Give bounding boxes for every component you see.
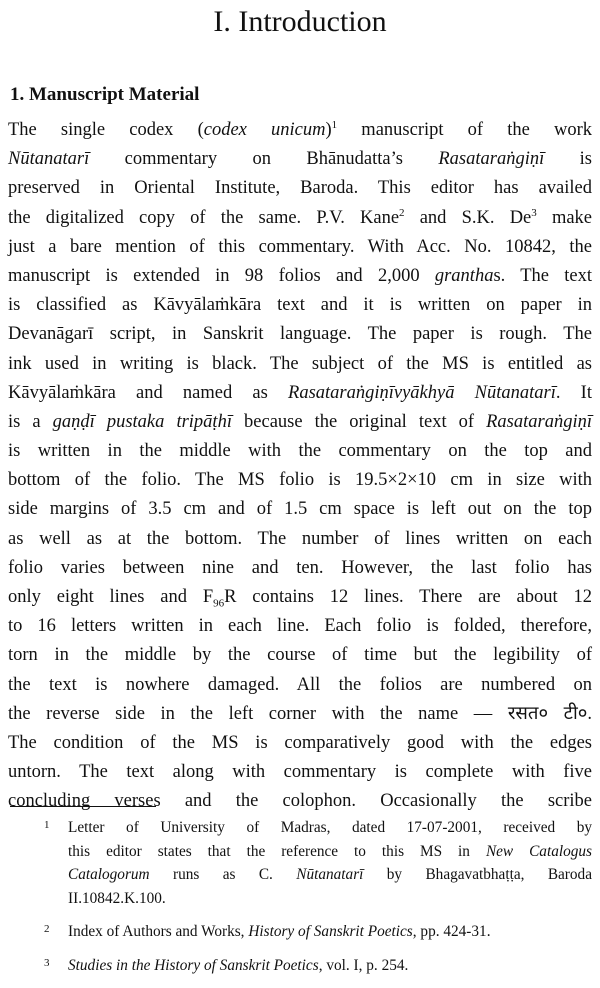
italic-text: New Catalogus <box>485 842 592 860</box>
body-line: manuscript is extended in 98 folios and 2,000 granthas. The text <box>8 265 592 286</box>
italic-text: Studies in the History of Sanskrit Poetics <box>68 956 319 974</box>
body-line: the digitalized copy of the same. P.V. Kane$^2$ and S.K. De$^3$ make <box>8 206 593 228</box>
italic-text: codex unicum <box>203 120 326 140</box>
italic-text: Catalogorum <box>68 866 150 883</box>
italic-text: gaṇḍī pustaka tripāṭhī <box>52 411 232 432</box>
subscript-text: 96 <box>213 597 225 610</box>
body-line: Devanāgarī script, in Sanskrit language. The paper is rough. The <box>8 324 592 345</box>
footnote <box>10 816 592 910</box>
footnote-line: Index of Authors and Works, History of Sanskrit Poetics, pp. 424-31. <box>68 923 491 940</box>
footnote <box>10 954 592 978</box>
italic-text: Rasataraṅgiṇī <box>438 149 545 170</box>
footnote-line: this editor states that the reference to this MS in New Catalogus <box>68 842 592 860</box>
body-line: the reverse side in the left corner with the name — रसत० टी०. <box>8 703 592 724</box>
italic-text: Nūtanatarī <box>8 149 90 170</box>
body-line: as well as at the bottom. The number of lines written on each <box>8 528 592 549</box>
body-line: preserved in Oriental Institute, Baroda. This editor has availed <box>8 178 592 199</box>
body-line: bottom of the folio. The MS folio is 19.5×2×10 cm in size with <box>8 470 592 491</box>
body-line: untorn. The text along with commentary is complete with five <box>8 762 592 783</box>
italic-text: Nūtanatarī <box>296 866 364 883</box>
footnote-line: Letter of University of Madras, dated 17-07-2001, received by <box>68 819 592 836</box>
footnote-divider <box>10 806 156 807</box>
italic-text: History of Sanskrit Poetics <box>248 923 413 940</box>
footnote-line: Catalogorum runs as C. Nūtanatarī by Bhagavatbhaṭṭa, Baroda <box>68 866 592 883</box>
body-line: is written in the middle with the commentary on the top and <box>8 441 592 462</box>
footnote-reference: 3 <box>531 206 537 219</box>
footnote-number: 2 <box>44 923 50 935</box>
body-line: Nūtanatarī commentary on Bhānudatta’s Rasataraṅgiṇī is <box>8 149 592 170</box>
body-paragraph <box>8 116 592 817</box>
footnote-line: II.10842.K.100. <box>68 889 166 907</box>
footnote <box>10 920 592 944</box>
body-line: The condition of the MS is comparatively good with the edges <box>8 732 592 753</box>
italic-text: Rasataraṅgiṇī <box>486 411 592 432</box>
section-heading: 1. Manuscript Material <box>10 84 200 105</box>
body-line: is classified as Kāvyālaṁkāra text and it is written on paper in <box>8 295 592 316</box>
footnote-reference: 1 <box>331 118 338 131</box>
footnote-reference: 2 <box>399 206 405 219</box>
body-line: The single codex (codex unicum)$^1$ manuscript of the work <box>8 118 592 140</box>
footnote-number: 3 <box>44 956 50 969</box>
body-line: Kāvyālaṁkāra and named as Rasataraṅgiṇīvyākhyā Nūtanatarī. It <box>8 382 592 403</box>
body-line: torn in the middle by the course of time but the legibility of <box>8 645 592 666</box>
footnote-number: 1 <box>44 819 50 831</box>
body-line: the text is nowhere damaged. All the folios are numbered on <box>8 674 592 695</box>
body-line: side margins of 3.5 cm and of 1.5 cm space is left out on the top <box>8 499 592 520</box>
body-line: to 16 letters written in each line. Each folio is folded, therefore, <box>8 616 592 637</box>
footnote-line: Studies in the History of Sanskrit Poetics, vol. I, p. 254. <box>68 956 409 974</box>
italic-text: Rasataraṅgiṇīvyākhyā Nūtanatarī <box>288 382 556 403</box>
footnotes <box>10 816 592 987</box>
body-line: is a gaṇḍī pustaka tripāṭhī because the original text of Rasataraṅgiṇī <box>8 411 592 432</box>
italic-text: grantha <box>434 265 494 286</box>
body-line: concluding verses and the colophon. Occasionally the scribe <box>8 791 592 812</box>
body-line: just a bare mention of this commentary. With Acc. No. 10842, the <box>8 236 592 257</box>
page-title: I. Introduction <box>213 5 387 38</box>
body-line: ink used in writing is black. The subject of the MS is entitled as <box>8 353 592 374</box>
body-line: only eight lines and $F_{96}R$ contains 12 lines. There are about 12 <box>8 587 592 610</box>
body-line: folio varies between nine and ten. However, the last folio has <box>8 557 592 578</box>
